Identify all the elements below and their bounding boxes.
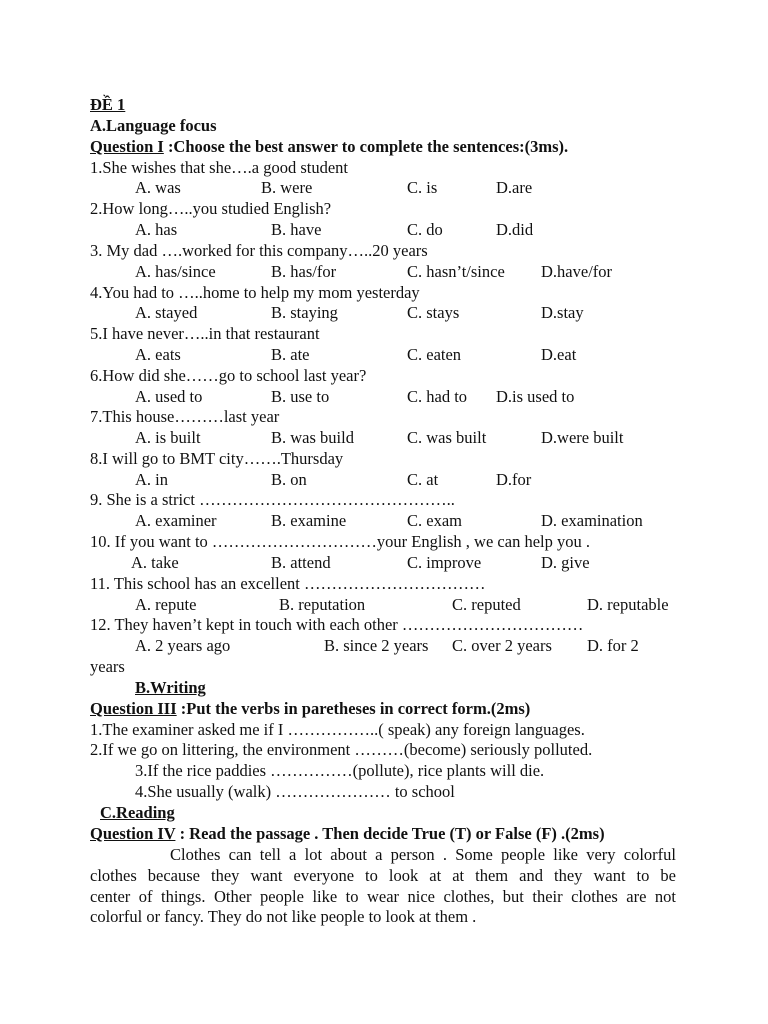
q1-option-d: D.are bbox=[496, 178, 533, 197]
q11-option-a: A. repute bbox=[135, 595, 197, 614]
q10-option-c: C. improve bbox=[407, 553, 482, 572]
question-12-stem: 12. They haven’t kept in touch with each other …………………………… bbox=[90, 615, 584, 634]
q12-option-a: A. 2 years ago bbox=[135, 636, 231, 655]
question-2-stem: 2.How long…..you studied English? bbox=[90, 199, 332, 218]
question-11-stem: 11. This school has an excellent …………………………… bbox=[90, 574, 486, 593]
q10-option-a: A. take bbox=[131, 553, 179, 572]
passage-line-3: center of things. Other people like to wear nice clothes, but their clothes are not bbox=[90, 886, 676, 906]
q12-option-c: C. over 2 years bbox=[452, 636, 552, 655]
q7-option-c: C. was built bbox=[407, 428, 487, 447]
q6-option-a: A. used to bbox=[135, 387, 203, 406]
reading-passage bbox=[90, 845, 676, 928]
q3-option-d: D.have/for bbox=[541, 262, 613, 281]
q8-option-d: D.for bbox=[496, 470, 532, 489]
passage-line-1: Clothes can tell a lot about a person . Some people like very colorful bbox=[170, 845, 676, 864]
question-4-instruction: : Read the passage . Then decide True (T) or False (F) .(2ms) bbox=[175, 824, 605, 843]
q2-option-b: B. have bbox=[271, 220, 322, 239]
q8-option-c: C. at bbox=[407, 470, 439, 489]
q11-option-c: C. reputed bbox=[452, 595, 521, 614]
section-c-title: C.Reading bbox=[100, 803, 175, 822]
question-5-stem: 5.I have never…..in that restaurant bbox=[90, 324, 320, 343]
q3-option-a: A. has/since bbox=[135, 262, 216, 281]
q5-option-a: A. eats bbox=[135, 345, 181, 364]
writing-item-3: 3.If the rice paddies ……………(pollute), rice plants will die. bbox=[135, 761, 545, 780]
q12-option-b: B. since 2 years bbox=[324, 636, 429, 655]
question-3-stem: 3. My dad ….worked for this company…..20 years bbox=[90, 241, 428, 260]
q11-option-b: B. reputation bbox=[279, 595, 366, 614]
question-4-stem: 4.You had to …..home to help my mom yesterday bbox=[90, 283, 420, 302]
q2-option-a: A. has bbox=[135, 220, 178, 239]
question-6-stem: 6.How did she……go to school last year? bbox=[90, 366, 367, 385]
section-a-title: A.Language focus bbox=[90, 116, 217, 135]
question-9-stem: 9. She is a strict ……………………………………….. bbox=[90, 490, 455, 509]
question-1-stem: 1.She wishes that she….a good student bbox=[90, 158, 349, 177]
question-10-stem: 10. If you want to …………………………your English , we can help you . bbox=[90, 532, 590, 551]
q7-option-b: B. was build bbox=[271, 428, 354, 447]
q5-option-d: D.eat bbox=[541, 345, 577, 364]
q1-option-a: A. was bbox=[135, 178, 181, 197]
question-3-label: Question III bbox=[90, 699, 177, 718]
question-4-heading bbox=[90, 824, 605, 844]
q12-option-d: D. for 2 bbox=[587, 636, 639, 655]
q1-option-b: B. were bbox=[261, 178, 313, 197]
exam-title: ĐỀ 1 bbox=[90, 95, 126, 114]
q4-option-b: B. staying bbox=[271, 303, 338, 322]
question-1-label: Question I bbox=[90, 137, 164, 156]
writing-item-2: 2.If we go on littering, the environment ………(become) seriously polluted. bbox=[90, 740, 593, 759]
q4-option-a: A. stayed bbox=[135, 303, 198, 322]
q2-option-d: D.did bbox=[496, 220, 534, 239]
section-b-title: B.Writing bbox=[135, 678, 206, 697]
q9-option-d: D. examination bbox=[541, 511, 643, 530]
passage-line-4: colorful or fancy. They do not like people to look at them . bbox=[90, 907, 477, 927]
q9-option-c: C. exam bbox=[407, 511, 462, 530]
passage-line-2: clothes because they want everyone to look at at them and they want to be bbox=[90, 865, 676, 885]
q8-option-a: A. in bbox=[135, 470, 168, 489]
q4-option-c: C. stays bbox=[407, 303, 460, 322]
q3-option-b: B. has/for bbox=[271, 262, 337, 281]
q1-option-c: C. is bbox=[407, 178, 438, 197]
question-1-heading bbox=[90, 137, 568, 157]
q6-option-b: B. use to bbox=[271, 387, 330, 406]
q7-option-d: D.were built bbox=[541, 428, 624, 447]
q5-option-b: B. ate bbox=[271, 345, 310, 364]
writing-item-1: 1.The examiner asked me if I ……………..( speak) any foreign languages. bbox=[90, 720, 585, 739]
writing-item-4: 4.She usually (walk) ………………… to school bbox=[135, 782, 455, 801]
q10-option-d: D. give bbox=[541, 553, 590, 572]
q2-option-c: C. do bbox=[407, 220, 443, 239]
q5-option-c: C. eaten bbox=[407, 345, 462, 364]
question-3-instruction: :Put the verbs in paretheses in correct form.(2ms) bbox=[176, 699, 531, 718]
q9-option-b: B. examine bbox=[271, 511, 347, 530]
q12-option-d-continuation: years bbox=[90, 657, 125, 676]
q6-option-c: C. had to bbox=[407, 387, 468, 406]
q6-option-d: D.is used to bbox=[496, 387, 575, 406]
q7-option-a: A. is built bbox=[135, 428, 201, 447]
question-4-label: Question IV bbox=[90, 824, 176, 843]
q9-option-a: A. examiner bbox=[135, 511, 217, 530]
q8-option-b: B. on bbox=[271, 470, 307, 489]
question-7-stem: 7.This house………last year bbox=[90, 407, 280, 426]
q4-option-d: D.stay bbox=[541, 303, 584, 322]
question-8-stem: 8.I will go to BMT city…….Thursday bbox=[90, 449, 344, 468]
question-1-instruction: :Choose the best answer to complete the sentences:(3ms). bbox=[163, 137, 569, 156]
q10-option-b: B. attend bbox=[271, 553, 331, 572]
question-3-heading bbox=[90, 699, 530, 719]
q11-option-d: D. reputable bbox=[587, 595, 669, 614]
q3-option-c: C. hasn’t/since bbox=[407, 262, 505, 281]
